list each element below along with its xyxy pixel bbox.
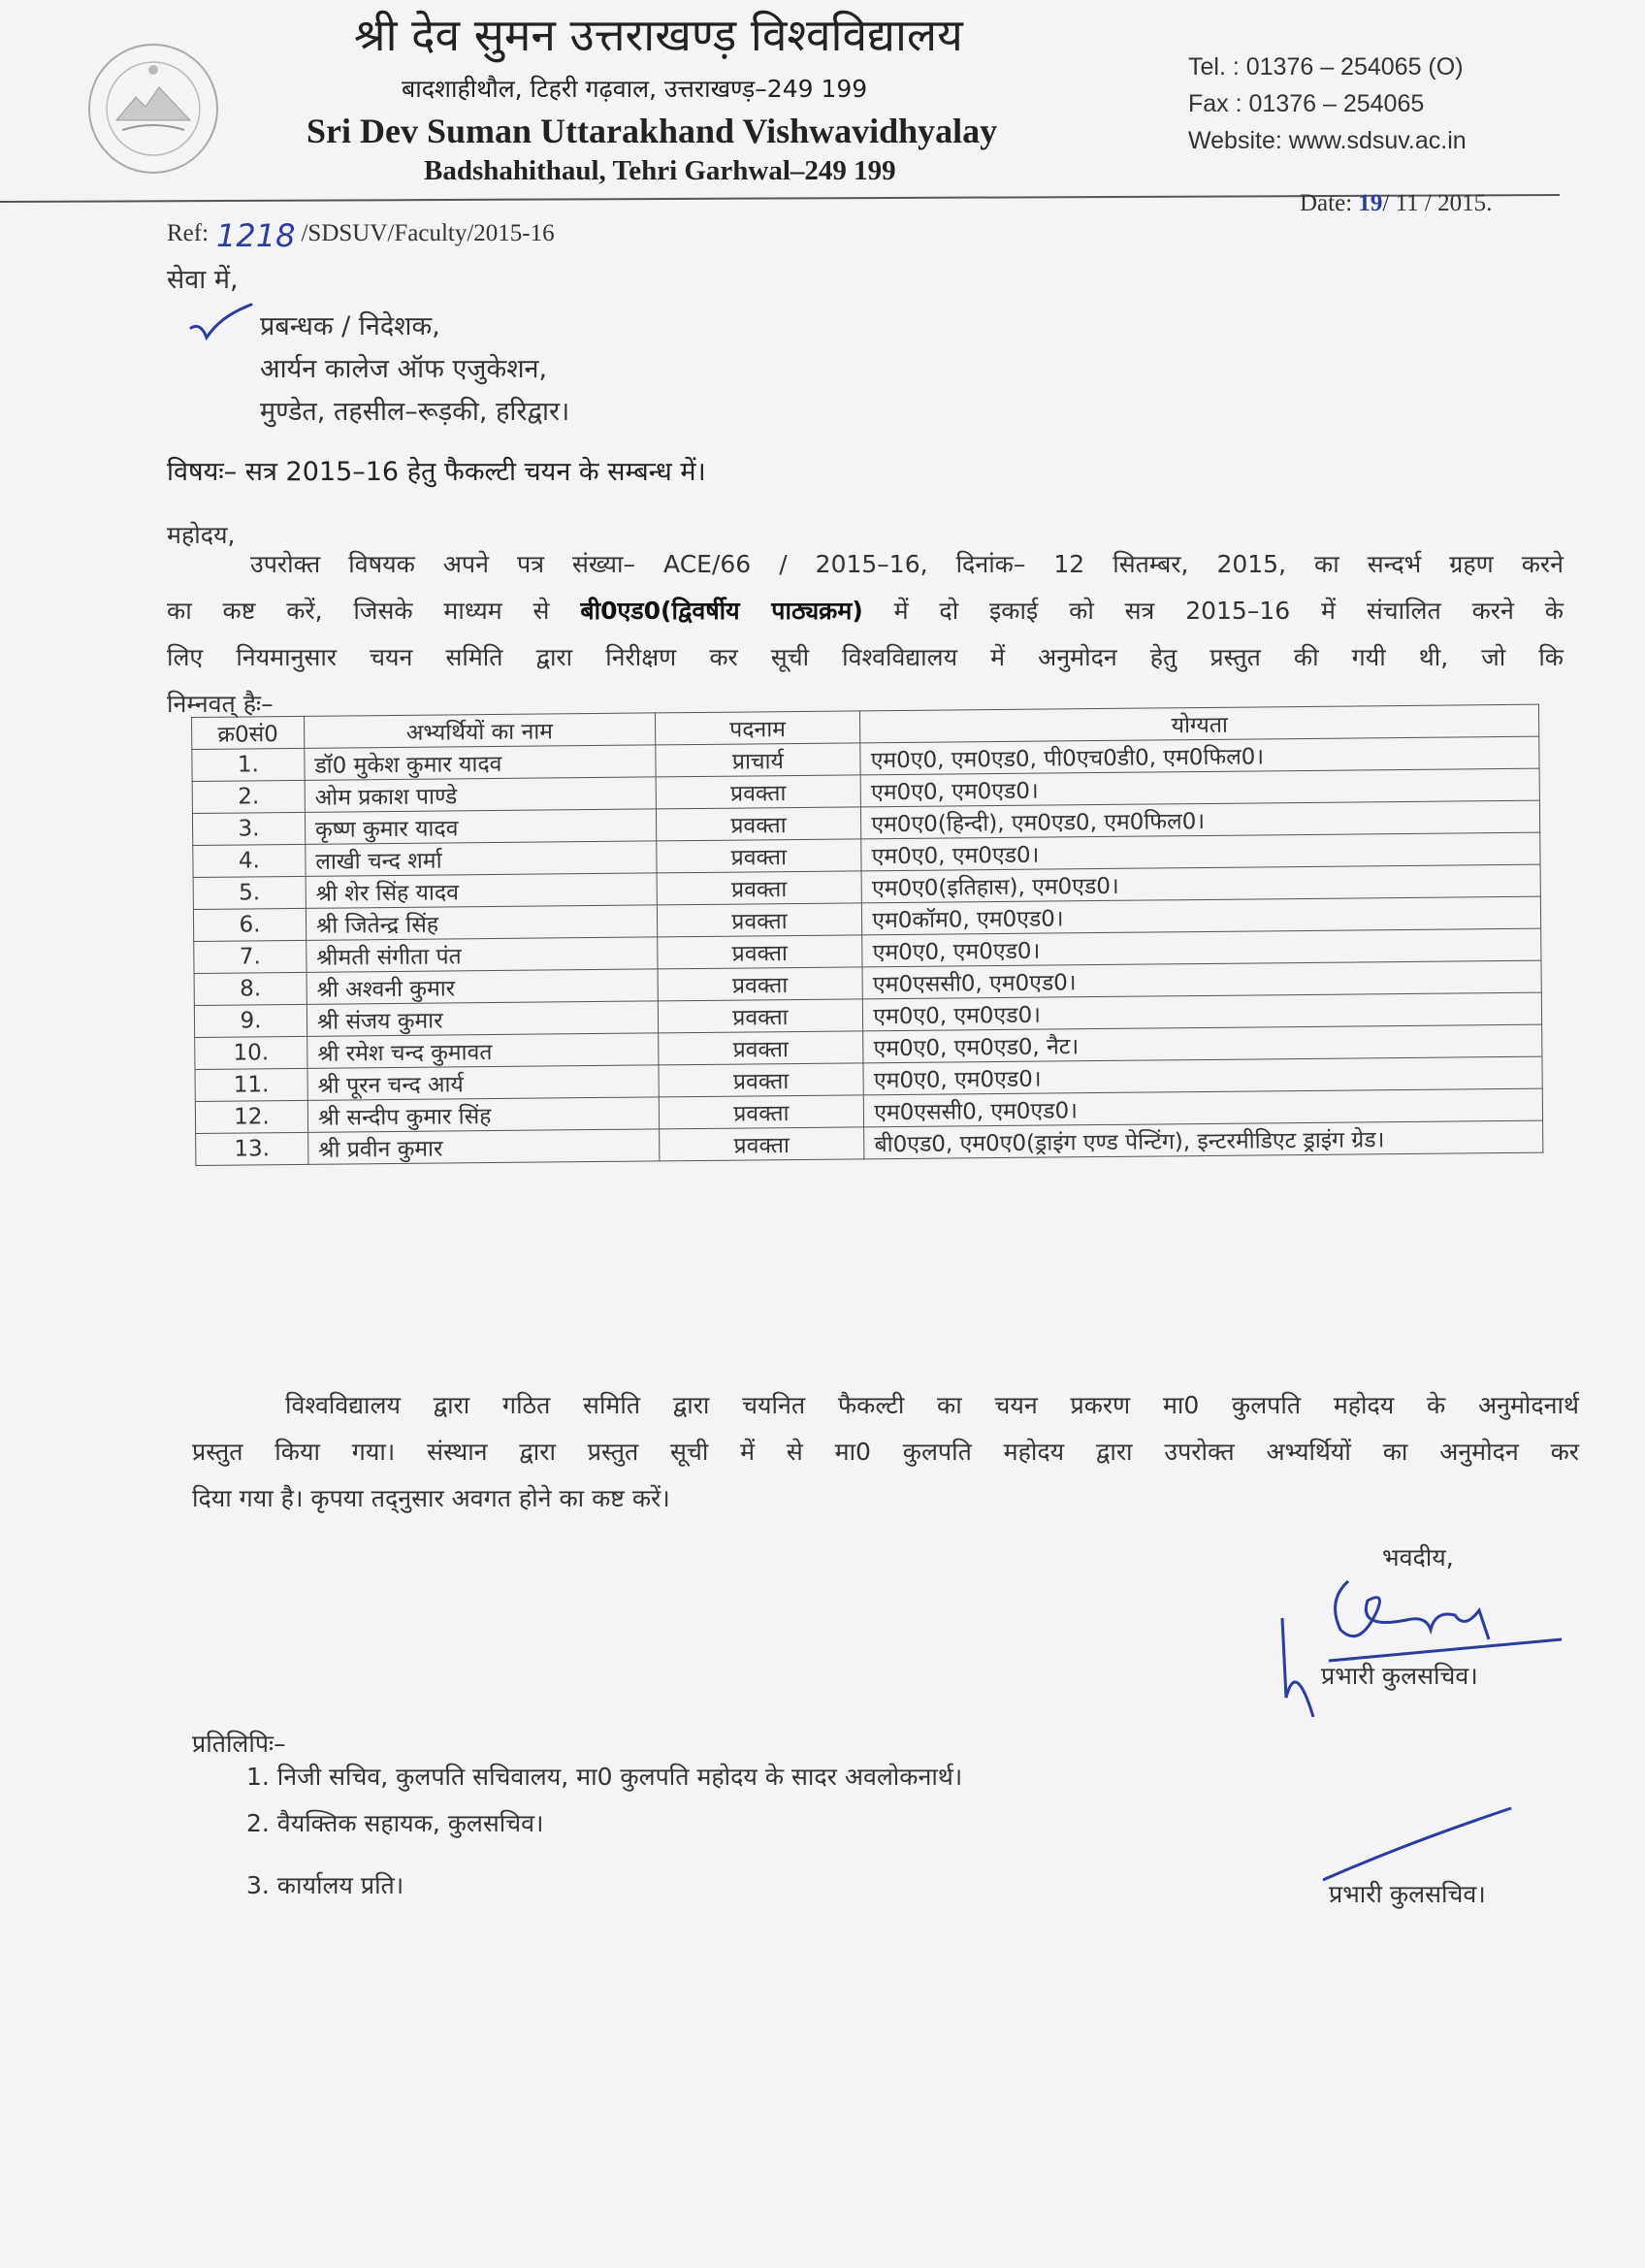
- row-serial: 3.: [192, 812, 305, 845]
- signatory-2: प्रभारी कुलसचिव।: [1329, 1880, 1486, 1908]
- row-designation: प्रवक्ता: [656, 775, 861, 809]
- row-serial: 9.: [194, 1004, 306, 1037]
- ref-number: 1218: [216, 217, 296, 254]
- row-serial: 2.: [192, 780, 305, 813]
- row-candidate-name: श्री संजय कुमार: [306, 1001, 658, 1036]
- row-designation: प्रवक्ता: [657, 935, 862, 969]
- row-qualification: एम0ए0, एम0एड0, पी0एच0डी0, एम0फिल0।: [860, 736, 1539, 775]
- university-name-hindi: श्री देव सुमन उत्तराखण्ड़ विश्वविद्यालय: [354, 9, 963, 61]
- row-qualification: एम0ए0, एम0एड0।: [861, 832, 1540, 871]
- telephone: Tel. : 01376 – 254065 (O): [1188, 53, 1464, 81]
- paragraph-2: [192, 1382, 1579, 1522]
- row-designation: प्रवक्ता: [656, 807, 861, 841]
- row-candidate-name: डॉ0 मुकेश कुमार यादव: [305, 745, 656, 780]
- para2-line-3: दिया गया है। कृपया तद्नुसार अवगत होने का कष्ट करें।: [192, 1484, 670, 1512]
- row-qualification: एम0एससी0, एम0एड0।: [864, 1088, 1543, 1127]
- row-candidate-name: श्री शेर सिंह यादव: [306, 873, 657, 908]
- row-candidate-name: ओम प्रकाश पाण्डे: [305, 777, 656, 812]
- ref-suffix: /SDSUV/Faculty/2015-16: [301, 220, 555, 246]
- row-serial: 6.: [193, 908, 306, 941]
- date-line: [1300, 190, 1492, 217]
- row-designation: प्रवक्ता: [656, 839, 861, 873]
- para1-line-4: निम्नवत् हैः–: [167, 690, 274, 718]
- row-designation: प्रवक्ता: [659, 1127, 864, 1161]
- recipient-line-2: आर्यन कालेज ऑफ एजुकेशन,: [260, 354, 548, 384]
- recipient-line-3: मुण्डेत, तहसील–रूड़की, हरिद्वार।: [260, 397, 570, 427]
- university-name-english: Sri Dev Suman Uttarakhand Vishwavidhyalay: [306, 112, 998, 150]
- para2-line-1: विश्वविद्यालय द्वारा गठित समिति द्वारा चयनित फैकल्टी का चयन प्रकरण मा0 कुलपति महोदय के अनुमोदनार्थ: [285, 1391, 1579, 1419]
- reference-line: [167, 211, 555, 254]
- row-qualification: एम0ए0, एम0एड0, नैट।: [863, 1024, 1542, 1063]
- row-qualification: एम0ए0(इतिहास), एम0एड0।: [861, 864, 1540, 903]
- row-qualification: एम0ए0, एम0एड0।: [863, 992, 1542, 1031]
- row-qualification: एम0ए0, एम0एड0।: [862, 928, 1541, 967]
- date-rest: / 11 / 2015.: [1382, 190, 1493, 216]
- row-serial: 13.: [196, 1132, 308, 1165]
- university-address-english: Badshahithaul, Tehri Garhwal–249 199: [424, 155, 896, 186]
- date-label: Date:: [1300, 190, 1353, 216]
- row-designation: प्रवक्ता: [658, 999, 863, 1033]
- row-qualification: एम0कॉम0, एम0एड0।: [862, 896, 1541, 935]
- row-candidate-name: श्री जितेन्द्र सिंह: [306, 905, 657, 940]
- row-designation: प्राचार्य: [655, 743, 860, 777]
- para2-line-2: प्रस्तुत किया गया। संस्थान द्वारा प्रस्तुत सूची में से मा0 कुलपति महोदय द्वारा उपरोक्त अभ्यर्थियों का अनुमोदन कर: [192, 1438, 1579, 1466]
- copy-item-3: 3. कार्यालय प्रति।: [246, 1871, 404, 1899]
- subject-line: विषयः– सत्र 2015–16 हेतु फैकल्टी चयन के सम्बन्ध में।: [167, 457, 706, 487]
- col-header-designation: पदनाम: [655, 711, 860, 745]
- row-designation: प्रवक्ता: [659, 1095, 864, 1129]
- row-candidate-name: श्रीमती संगीता पंत: [306, 937, 658, 972]
- date-day: 19: [1358, 190, 1383, 216]
- closing: भवदीय,: [1382, 1543, 1454, 1571]
- row-candidate-name: कृष्ण कुमार यादव: [305, 809, 656, 844]
- greeting: महोदय,: [167, 521, 236, 549]
- paragraph-1: [167, 541, 1564, 728]
- row-serial: 8.: [194, 972, 306, 1005]
- row-qualification: बी0एड0, एम0ए0(ड्राइंग एण्ड पेन्टिंग), इन्टरमीडिएट ड्राइंग ग्रेड।: [864, 1120, 1543, 1159]
- para1-line-2: का कष्ट करें, जिसके माध्यम से बी0एड0(द्विवर्षीय पाठ्यक्रम) में दो इकाई को सत्र 2015–16 में संचालित करने के: [167, 597, 1564, 625]
- row-qualification: एम0ए0, एम0एड0।: [860, 768, 1539, 807]
- university-seal-icon: [85, 41, 221, 177]
- row-serial: 1.: [192, 748, 305, 781]
- row-serial: 4.: [193, 844, 306, 877]
- row-designation: प्रवक्ता: [657, 871, 862, 905]
- signature-icon: [1271, 1571, 1581, 1717]
- fax: Fax : 01376 – 254065: [1188, 90, 1425, 117]
- col-header-name: अभ्यर्थियों का नाम: [304, 713, 655, 748]
- row-candidate-name: श्री सन्दीप कुमार सिंह: [307, 1097, 659, 1132]
- row-designation: प्रवक्ता: [658, 967, 863, 1001]
- checkmark-icon: [187, 303, 255, 341]
- website: Website: www.sdsuv.ac.in: [1188, 127, 1467, 154]
- contact-block: [1188, 49, 1467, 159]
- row-qualification: एम0एससी0, एम0एड0।: [862, 960, 1541, 999]
- row-candidate-name: श्री रमेश चन्द कुमावत: [307, 1033, 659, 1068]
- ref-label: Ref:: [167, 220, 210, 246]
- row-candidate-name: श्री अश्वनी कुमार: [306, 969, 658, 1004]
- recipient-to: सेवा में,: [167, 265, 239, 295]
- row-candidate-name: लाखी चन्द शर्मा: [306, 841, 657, 876]
- row-designation: प्रवक्ता: [658, 1031, 863, 1065]
- signatory-1: प्रभारी कुलसचिव।: [1321, 1662, 1478, 1690]
- row-serial: 10.: [195, 1036, 307, 1069]
- row-serial: 5.: [193, 876, 306, 909]
- row-qualification: एम0ए0(हिन्दी), एम0एड0, एम0फिल0।: [861, 800, 1540, 839]
- candidates-table: [191, 704, 1543, 1166]
- para1-line-1: उपरोक्त विषयक अपने पत्र संख्या– ACE/66 / 2015–16, दिनांक– 12 सितम्बर, 2015, का सन्दर्भ ग्रहण करने: [250, 550, 1564, 578]
- copy-item-1: 1. निजी सचिव, कुलपति सचिवालय, मा0 कुलपति महोदय के सादर अवलोकनार्थ।: [246, 1763, 963, 1791]
- para1-line-3: लिए नियमानुसार चयन समिति द्वारा निरीक्षण कर सूची विश्वविद्यालय में अनुमोदन हेतु प्रस्तुत की गयी थी, जो कि: [167, 643, 1564, 671]
- recipient-line-1: प्रबन्धक / निदेशक,: [260, 311, 440, 341]
- copy-label: प्रतिलिपिः–: [192, 1730, 286, 1758]
- row-qualification: एम0ए0, एम0एड0।: [863, 1056, 1542, 1095]
- copy-item-2: 2. वैयक्तिक सहायक, कुलसचिव।: [246, 1809, 544, 1837]
- row-serial: 7.: [194, 940, 306, 973]
- row-designation: प्रवक्ता: [659, 1063, 864, 1097]
- row-candidate-name: श्री पूरन चन्द आर्य: [307, 1065, 659, 1100]
- col-header-serial: क्र0सं0: [192, 716, 305, 749]
- row-candidate-name: श्री प्रवीन कुमार: [308, 1129, 660, 1164]
- second-signature-stroke-icon: [1319, 1804, 1513, 1882]
- university-address-hindi: बादशाहीथौल, टिहरी गढ़वाल, उत्तराखण्ड़–249 199: [402, 75, 868, 103]
- col-header-qualification: योग्यता: [860, 704, 1539, 743]
- row-serial: 11.: [195, 1068, 307, 1101]
- row-serial: 12.: [195, 1100, 307, 1133]
- row-designation: प्रवक्ता: [657, 903, 862, 937]
